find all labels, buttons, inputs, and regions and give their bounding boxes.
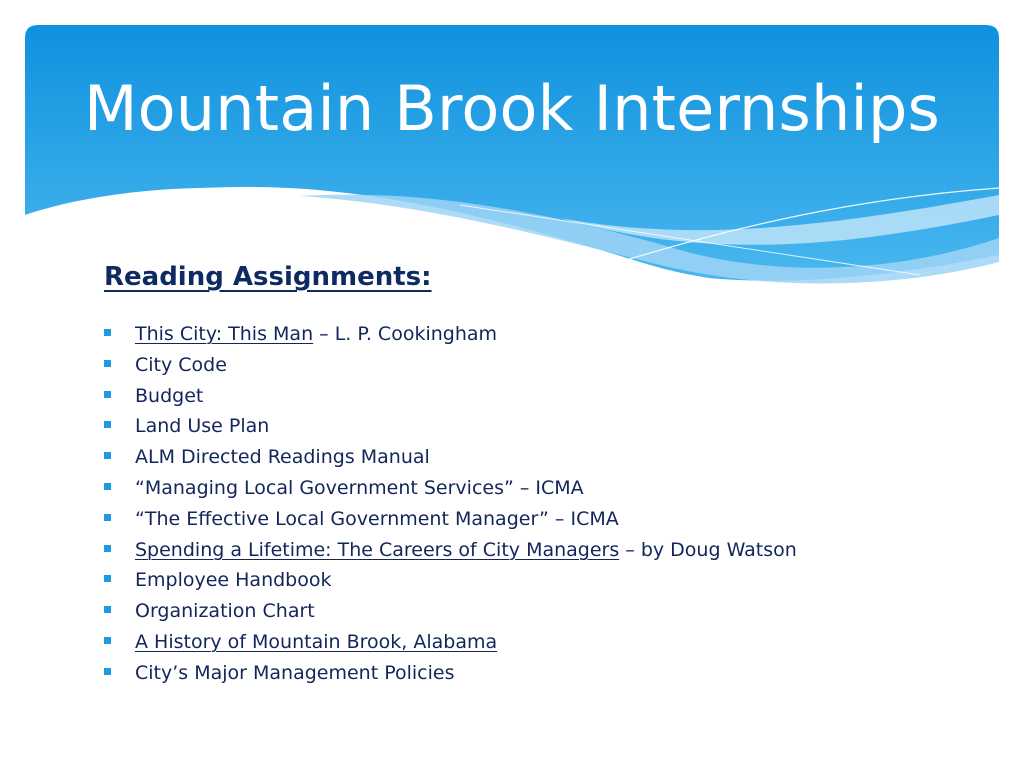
reading-text: – by Doug Watson [619,538,797,561]
reading-link[interactable]: A History of Mountain Brook, Alabama [135,630,498,653]
list-item [104,628,797,659]
bullet-square-icon [104,514,111,521]
reading-link[interactable]: This City: This Man [135,323,314,345]
bullet-square-icon [104,606,111,613]
reading-list [104,320,797,690]
reading-text: ALM Directed Readings Manual [135,446,430,469]
list-item [104,412,797,443]
reading-text: Employee Handbook [135,569,332,592]
list-item [104,443,797,474]
list-item [104,351,797,382]
section-heading: Reading Assignments: [104,262,432,292]
bullet-square-icon [104,668,111,675]
bullet-square-icon [104,360,111,367]
header-banner [0,0,1024,300]
bullet-square-icon [104,545,111,552]
bullet-square-icon [104,483,111,490]
reading-link[interactable]: Spending a Lifetime: The Careers of City Managers [135,538,620,561]
reading-text: Budget [135,384,204,407]
bullet-square-icon [104,637,111,644]
list-item [104,474,797,505]
reading-text: “The Effective Local Government Manager” – ICMA [135,507,619,530]
list-item [104,320,797,351]
bullet-square-icon [104,421,111,428]
list-item [104,382,797,413]
list-item [104,566,797,597]
slide-title: Mountain Brook Internships [83,72,941,145]
reading-text: – L. P. Cookingham [313,323,498,345]
list-item [104,597,797,628]
reading-text: City Code [135,353,227,376]
list-item [104,505,797,536]
list-item [104,536,797,567]
list-item [104,659,797,690]
reading-text: City’s Major Management Policies [135,661,455,684]
bullet-square-icon [104,575,111,582]
reading-text: Organization Chart [135,600,315,623]
reading-text: “Managing Local Government Services” – ICMA [135,476,584,499]
bullet-square-icon [104,452,111,459]
reading-text: Land Use Plan [135,415,270,438]
bullet-square-icon [104,391,111,398]
bullet-square-icon [104,329,111,336]
